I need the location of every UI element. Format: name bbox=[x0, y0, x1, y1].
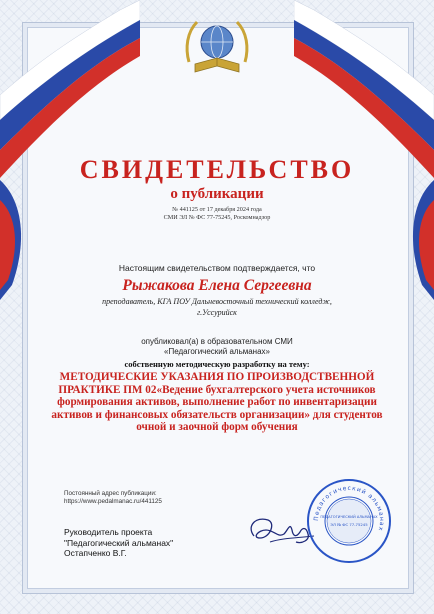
address-url[interactable]: https://www.pedalmanac.ru/441125 bbox=[64, 498, 162, 505]
person-position bbox=[70, 296, 364, 318]
left-flag-ribbon bbox=[0, 0, 140, 300]
round-stamp bbox=[306, 478, 392, 564]
signer-block bbox=[64, 527, 173, 559]
globe-book-emblem bbox=[183, 18, 251, 80]
confirm-text: Настоящим свидетельством подтверждается, что bbox=[118, 263, 316, 273]
signer-project: "Педагогический альманах" bbox=[64, 537, 174, 548]
address-label: Постоянный адрес публикации: bbox=[64, 490, 157, 497]
person-name: Рыжакова Елена Сергеевна bbox=[122, 277, 312, 294]
smi-name: «Педагогический альманах» bbox=[164, 347, 270, 356]
publication-address bbox=[64, 490, 162, 506]
registration-number: № 441125 от 17 декабря 2024 года bbox=[172, 206, 262, 213]
certificate-title: СВИДЕТЕЛЬСТВО bbox=[79, 155, 355, 184]
right-flag-ribbon bbox=[294, 0, 434, 300]
published-line: опубликовал(а) в образовательном СМИ bbox=[141, 337, 293, 346]
stamp-ring-text: Педагогический альманах bbox=[312, 484, 386, 533]
stamp-center-text: ПЕДАГОГИЧЕСКИЙ АЛЬМАНАХ bbox=[320, 515, 378, 519]
certificate-subtitle: о публикации bbox=[170, 186, 264, 202]
smi-registration: СМИ ЭЛ № ФС 77-75245, Роскомнадзор bbox=[163, 214, 271, 221]
signer-role: Руководитель проекта bbox=[64, 527, 153, 537]
position-line-2: г.Уссурийск bbox=[197, 308, 237, 317]
position-line-1: преподаватель, КГА ПОУ Дальневосточный технический колледж, bbox=[102, 297, 332, 306]
work-title: МЕТОДИЧЕСКИЕ УКАЗАНИЯ ПО ПРОИЗВОДСТВЕННОЙ ПРАКТИКЕ ПМ 02«Ведение бухгалтерского учета источников формирования активов, выполнение работ по инвентаризации активов и финансовых обязательств организации» для студентов очной и заочной форм обучения bbox=[51, 371, 383, 433]
own-work-line: собственную методическую разработку на тему: bbox=[124, 359, 310, 369]
stamp-reg-text: ЭЛ № ФС 77-75245 bbox=[330, 522, 368, 527]
signer-name: Остапченко В.Г. bbox=[64, 548, 127, 558]
